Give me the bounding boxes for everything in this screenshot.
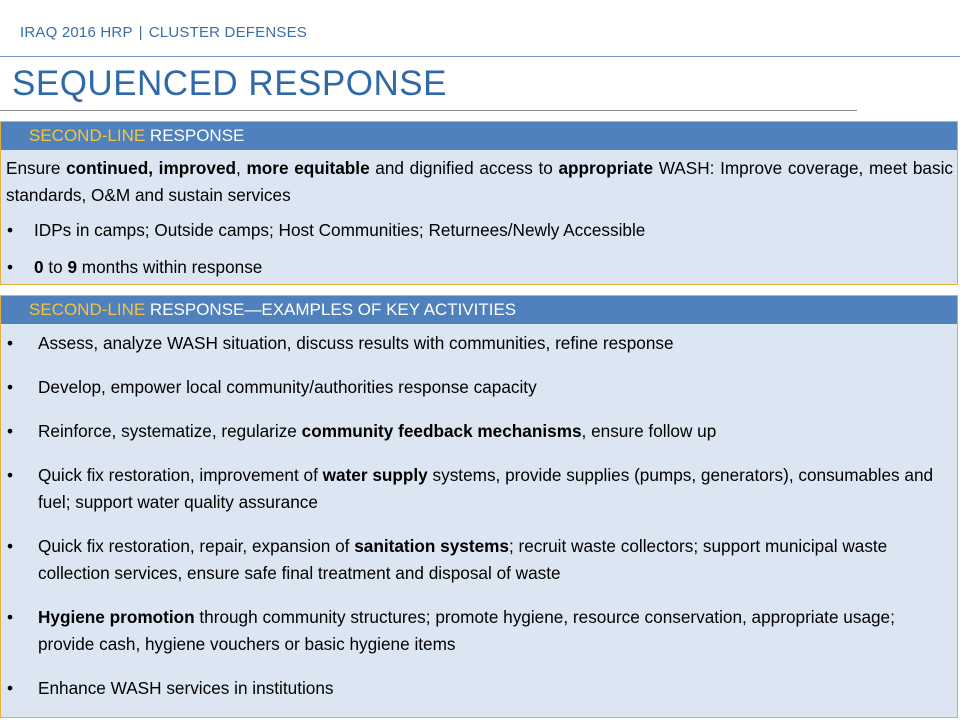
box2-heading xyxy=(1,296,957,324)
text: through community structures; promote hygiene, resource conservation, appropriate usage; provide cash, hygiene vouchers or basic hygiene items xyxy=(38,607,895,654)
text: Quick fix restoration, improvement of xyxy=(38,465,323,485)
box1-bullet-list xyxy=(1,217,957,281)
list-item: • Enhance WASH services in institutions xyxy=(1,675,957,702)
text: to xyxy=(43,257,68,277)
key-activities-box xyxy=(0,295,958,718)
text: Reinforce, systematize, regularize xyxy=(38,421,302,441)
list-item xyxy=(1,533,957,587)
box1-heading-accent: SECOND-LINE xyxy=(29,126,146,145)
header-divider xyxy=(0,56,960,57)
list-item xyxy=(1,462,957,516)
text: Quick fix restoration, repair, expansion of xyxy=(38,536,355,556)
intro-bold: continued, improved xyxy=(66,158,237,178)
bold-text: 9 xyxy=(67,257,78,277)
list-item xyxy=(1,418,957,445)
bold-text: community feedback mechanisms xyxy=(301,421,582,441)
box1-intro xyxy=(6,155,953,209)
intro-text: Ensure xyxy=(6,158,67,178)
bold-text: water supply xyxy=(322,465,428,485)
box1-heading xyxy=(1,122,957,150)
intro-bold: more equitable xyxy=(246,158,370,178)
text: systems, provide supplies (pumps, generators), consumables and fuel; support water quality assurance xyxy=(38,465,934,512)
text: months within response xyxy=(77,257,263,277)
list-item xyxy=(1,604,957,658)
list-item: • IDPs in camps; Outside camps; Host Communities; Returnees/Newly Accessible xyxy=(1,217,957,244)
box1-heading-rest: RESPONSE xyxy=(145,126,245,145)
second-line-response-box xyxy=(0,121,958,285)
page-title: SEQUENCED RESPONSE xyxy=(12,64,447,103)
box2-heading-rest: RESPONSE—EXAMPLES OF KEY ACTIVITIES xyxy=(145,300,517,319)
slide-header xyxy=(20,24,307,41)
bold-text: 0 xyxy=(34,257,44,277)
intro-text: and dignified access to xyxy=(369,158,559,178)
intro-text: , xyxy=(236,158,247,178)
intro-bold: appropriate xyxy=(558,158,654,178)
bold-text: Hygiene promotion xyxy=(38,607,195,627)
activities-list xyxy=(1,330,957,702)
header-left: IRAQ 2016 HRP xyxy=(20,24,133,41)
header-separator: | xyxy=(138,24,143,41)
box2-heading-accent: SECOND-LINE xyxy=(29,300,146,319)
bold-text: sanitation systems xyxy=(354,536,509,556)
intro-text: WASH: Improve coverage, meet basic standards, O&M and sustain services xyxy=(6,158,953,205)
list-item xyxy=(1,254,957,281)
title-divider xyxy=(0,110,857,111)
list-item: • Develop, empower local community/authorities response capacity xyxy=(1,374,957,401)
text: ; recruit waste collectors; support municipal waste collection services, ensure safe final treatment and disposal of waste xyxy=(38,536,888,583)
text: , ensure follow up xyxy=(581,421,717,441)
list-item: • Assess, analyze WASH situation, discuss results with communities, refine response xyxy=(1,330,957,357)
header-right: CLUSTER DEFENSES xyxy=(148,24,307,41)
